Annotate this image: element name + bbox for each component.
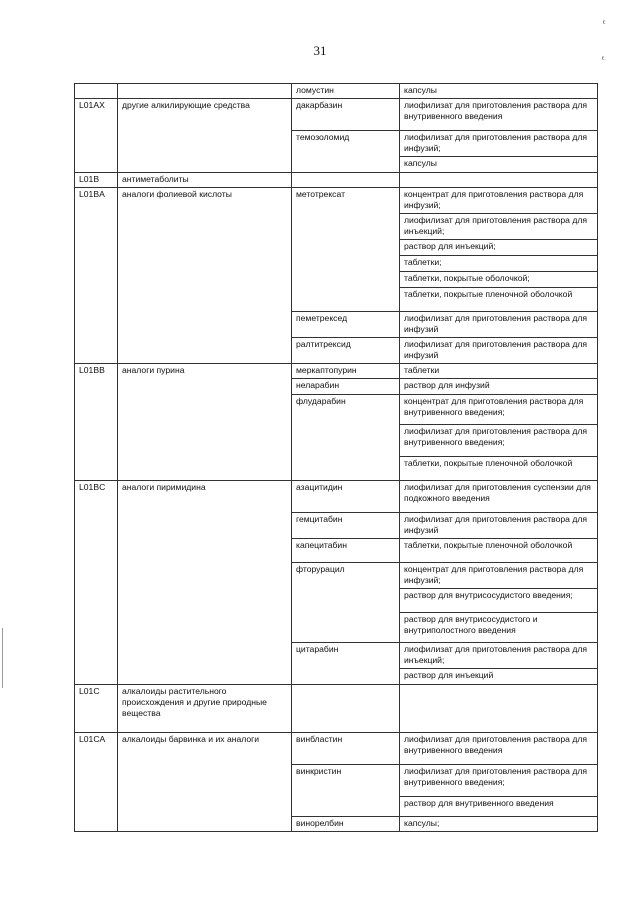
cell-code	[75, 214, 118, 240]
cell-drug	[292, 685, 400, 733]
table-row	[75, 395, 598, 425]
cell-code	[75, 288, 118, 312]
table-row	[75, 513, 598, 539]
cell-form: таблетки, покрытые пленочной оболочкой	[400, 539, 598, 563]
cell-drug: капецитабин	[292, 539, 400, 563]
cell-form: таблетки, покрытые пленочной оболочкой	[400, 288, 598, 312]
cell-code	[75, 563, 118, 589]
cell-form: капсулы;	[400, 817, 598, 832]
cell-drug: винкристин	[292, 765, 400, 797]
cell-group	[118, 272, 292, 288]
table-row	[75, 364, 598, 379]
cell-drug	[292, 425, 400, 457]
cell-form: раствор для инъекций;	[400, 240, 598, 256]
table-row	[75, 643, 598, 669]
cell-form: таблетки, покрытые оболочкой;	[400, 272, 598, 288]
cell-group	[118, 613, 292, 643]
cell-drug	[292, 669, 400, 685]
cell-code	[75, 539, 118, 563]
cell-drug: дакарбазин	[292, 99, 400, 131]
cell-group	[118, 312, 292, 338]
cell-group: другие алкилирующие средства	[118, 99, 292, 131]
table-row	[75, 685, 598, 733]
cell-form: лиофилизат для приготовления раствора для внутривенного введения	[400, 733, 598, 765]
table-row	[75, 797, 598, 817]
table-row	[75, 99, 598, 131]
table-row	[75, 425, 598, 457]
table-row	[75, 272, 598, 288]
cell-code	[75, 669, 118, 685]
cell-drug: флударабин	[292, 395, 400, 425]
table-row	[75, 563, 598, 589]
scan-edge-line	[2, 628, 3, 688]
cell-group	[118, 131, 292, 157]
table-row	[75, 733, 598, 765]
cell-drug	[292, 240, 400, 256]
cell-group	[118, 240, 292, 256]
cell-form: раствор для инъекций	[400, 669, 598, 685]
cell-form: раствор для инфузий	[400, 379, 598, 395]
cell-drug: фторурацил	[292, 563, 400, 589]
cell-drug: пеметрексед	[292, 312, 400, 338]
cell-group	[118, 765, 292, 797]
cell-code	[75, 272, 118, 288]
table-row	[75, 288, 598, 312]
cell-code: L01BB	[75, 364, 118, 379]
cell-form: лиофилизат для приготовления раствора для инфузий	[400, 513, 598, 539]
cell-form: раствор для внутрисосудистого введения;	[400, 589, 598, 613]
cell-code	[75, 256, 118, 272]
table-row	[75, 817, 598, 832]
cell-code	[75, 589, 118, 613]
table-row	[75, 765, 598, 797]
cell-code	[75, 797, 118, 817]
table-row	[75, 539, 598, 563]
table-row	[75, 379, 598, 395]
table-row	[75, 214, 598, 240]
cell-code	[75, 457, 118, 481]
cell-code	[75, 765, 118, 797]
drug-classification-table	[74, 83, 598, 832]
cell-form: концентрат для приготовления раствора для внутривенного введения;	[400, 395, 598, 425]
cell-drug	[292, 797, 400, 817]
table-row	[75, 669, 598, 685]
cell-form: лиофилизат для приготовления раствора для инфузий;	[400, 131, 598, 157]
cell-group	[118, 589, 292, 613]
cell-group	[118, 563, 292, 589]
table-row	[75, 256, 598, 272]
table-row	[75, 173, 598, 188]
cell-drug	[292, 457, 400, 481]
page-number: 31	[313, 43, 327, 58]
cell-form: лиофилизат для приготовления раствора для инфузий	[400, 312, 598, 338]
cell-form: таблетки, покрытые пленочной оболочкой	[400, 457, 598, 481]
cell-drug	[292, 272, 400, 288]
cell-group: антиметаболиты	[118, 173, 292, 188]
cell-group: аналоги пурина	[118, 364, 292, 379]
cell-code	[75, 338, 118, 364]
cell-group: алкалоиды барвинка и их аналоги	[118, 733, 292, 765]
cell-group	[118, 157, 292, 173]
table-row	[75, 188, 598, 214]
cell-code: L01BC	[75, 481, 118, 513]
cell-drug: винорелбин	[292, 817, 400, 832]
cell-form: капсулы	[400, 84, 598, 99]
cell-group	[118, 84, 292, 99]
cell-drug: винбластин	[292, 733, 400, 765]
cell-code	[75, 643, 118, 669]
table-row	[75, 613, 598, 643]
cell-form: лиофилизат для приготовления раствора для инъекций;	[400, 643, 598, 669]
cell-form: раствор для внутрисосудистого и внутриполостного введения	[400, 613, 598, 643]
cell-group	[118, 513, 292, 539]
table-row	[75, 157, 598, 173]
cell-drug: темозоломид	[292, 131, 400, 157]
cell-group	[118, 425, 292, 457]
cell-group	[118, 539, 292, 563]
cell-drug: гемцитабин	[292, 513, 400, 539]
cell-drug: меркаптопурин	[292, 364, 400, 379]
table-row	[75, 312, 598, 338]
cell-group	[118, 643, 292, 669]
table-row	[75, 84, 598, 99]
cell-form: таблетки;	[400, 256, 598, 272]
cell-code	[75, 425, 118, 457]
cell-group	[118, 669, 292, 685]
table-row	[75, 457, 598, 481]
cell-drug	[292, 288, 400, 312]
cell-drug	[292, 613, 400, 643]
cell-form: лиофилизат для приготовления суспензии для подкожного введения	[400, 481, 598, 513]
cell-code	[75, 131, 118, 157]
table-body	[75, 84, 598, 832]
cell-code: L01BA	[75, 188, 118, 214]
cell-drug: метотрексат	[292, 188, 400, 214]
cell-code	[75, 84, 118, 99]
cell-group: алкалоиды растительного происхождения и другие природные вещества	[118, 685, 292, 733]
cell-drug	[292, 256, 400, 272]
cell-code	[75, 613, 118, 643]
cell-drug: азацитидин	[292, 481, 400, 513]
cell-form: лиофилизат для приготовления раствора для внутривенного введения	[400, 99, 598, 131]
cell-group	[118, 797, 292, 817]
cell-group	[118, 288, 292, 312]
cell-drug	[292, 173, 400, 188]
cell-code	[75, 395, 118, 425]
cell-form: концентрат для приготовления раствора для инфузий;	[400, 188, 598, 214]
cell-code: L01AX	[75, 99, 118, 131]
cell-form: лиофилизат для приготовления раствора для инъекций;	[400, 214, 598, 240]
cell-form: таблетки	[400, 364, 598, 379]
cell-group	[118, 214, 292, 240]
cell-group	[118, 338, 292, 364]
cell-group	[118, 817, 292, 832]
cell-group	[118, 395, 292, 425]
cell-group	[118, 256, 292, 272]
cell-drug	[292, 589, 400, 613]
cell-form: раствор для внутривенного введения	[400, 797, 598, 817]
cell-group: аналоги фолиевой кислоты	[118, 188, 292, 214]
cell-code: L01C	[75, 685, 118, 733]
table-row	[75, 240, 598, 256]
cell-code	[75, 312, 118, 338]
cell-code: L01B	[75, 173, 118, 188]
cell-drug: неларабин	[292, 379, 400, 395]
cell-drug: ломустин	[292, 84, 400, 99]
cell-group	[118, 457, 292, 481]
scan-mark: ᵋ	[602, 54, 605, 65]
cell-code	[75, 379, 118, 395]
cell-form: лиофилизат для приготовления раствора для инфузий	[400, 338, 598, 364]
table-row	[75, 481, 598, 513]
table-row	[75, 589, 598, 613]
cell-drug: ралтитрексид	[292, 338, 400, 364]
cell-form	[400, 685, 598, 733]
cell-drug: цитарабин	[292, 643, 400, 669]
table-row	[75, 338, 598, 364]
cell-code	[75, 513, 118, 539]
cell-form: лиофилизат для приготовления раствора для внутривенного введения;	[400, 425, 598, 457]
cell-code	[75, 240, 118, 256]
scan-mark: ᵋ	[603, 18, 606, 29]
cell-drug	[292, 157, 400, 173]
cell-group: аналоги пиримидина	[118, 481, 292, 513]
table-row	[75, 131, 598, 157]
cell-form: капсулы	[400, 157, 598, 173]
cell-code	[75, 817, 118, 832]
cell-form: концентрат для приготовления раствора для инфузий;	[400, 563, 598, 589]
cell-group	[118, 379, 292, 395]
cell-form: лиофилизат для приготовления раствора для внутривенного введения;	[400, 765, 598, 797]
cell-drug	[292, 214, 400, 240]
cell-code	[75, 157, 118, 173]
cell-form	[400, 173, 598, 188]
cell-code: L01CA	[75, 733, 118, 765]
